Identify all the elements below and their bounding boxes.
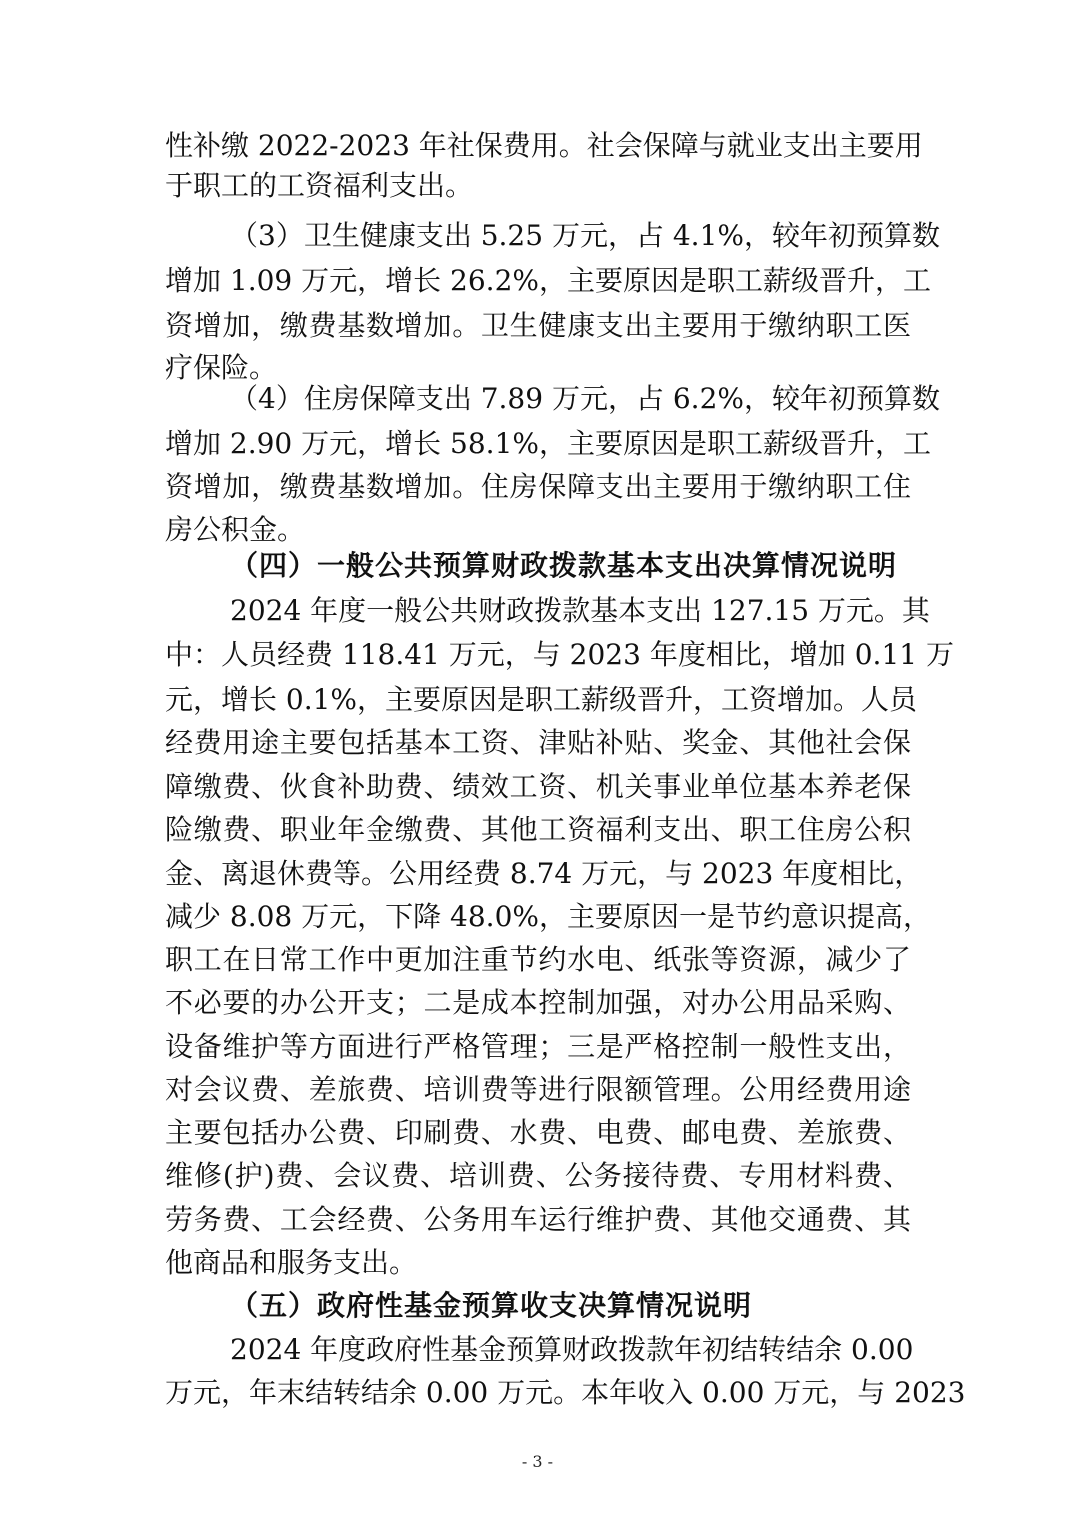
text-line: 2024 年度一般公共财政拨款基本支出 127.15 万元。其 [230, 594, 930, 627]
text-line: 险缴费、职业年金缴费、其他工资福利支出、职工住房公积 [165, 813, 911, 846]
text-line: 金、离退休费等。公用经费 8.74 万元，与 2023 年度相比， [165, 857, 923, 890]
text-line: 资增加，缴费基数增加。住房保障支出主要用于缴纳职工住 [165, 470, 911, 503]
text-line: 劳务费、工会经费、公务用车运行维护费、其他交通费、其 [165, 1203, 911, 1236]
text-line: 设备维护等方面进行严格管理；三是严格控制一般性支出， [165, 1030, 911, 1063]
text-line: 主要包括办公费、印刷费、水费、电费、邮电费、差旅费、 [165, 1116, 911, 1149]
text-line: 资增加，缴费基数增加。卫生健康支出主要用于缴纳职工医 [165, 309, 911, 342]
text-line: 对会议费、差旅费、培训费等进行限额管理。公用经费用途 [165, 1073, 911, 1106]
text-line: 疗保险。 [165, 351, 278, 384]
text-line: 2024 年度政府性基金预算财政拨款年初结转结余 0.00 [230, 1333, 914, 1366]
section-heading: （四）一般公共预算财政拨款基本支出决算情况说明 [230, 549, 898, 582]
text-line: （3）卫生健康支出 5.25 万元，占 4.1%，较年初预算数 [230, 219, 940, 252]
text-line: 经费用途主要包括基本工资、津贴补贴、奖金、其他社会保 [165, 726, 911, 759]
text-line: 房公积金。 [165, 513, 306, 546]
text-line: 性补缴 2022-2023 年社保费用。社会保障与就业支出主要用 [165, 129, 923, 162]
text-line: 中：人员经费 118.41 万元，与 2023 年度相比，增加 0.11 万 [165, 638, 954, 671]
text-line: 元，增长 0.1%，主要原因是职工薪级晋升，工资增加。人员 [165, 683, 918, 716]
text-line: 万元，年末结转结余 0.00 万元。本年收入 0.00 万元，与 2023 [165, 1376, 966, 1409]
section-heading: （五）政府性基金预算收支决算情况说明 [230, 1289, 753, 1322]
text-line: 增加 1.09 万元，增长 26.2%，主要原因是职工薪级晋升，工 [165, 264, 931, 297]
text-line: （4）住房保障支出 7.89 万元，占 6.2%，较年初预算数 [230, 382, 940, 415]
text-line: 减少 8.08 万元，下降 48.0%，主要原因一是节约意识提高， [165, 900, 931, 933]
text-line: 增加 2.90 万元，增长 58.1%，主要原因是职工薪级晋升，工 [165, 427, 931, 460]
page-number: - 3 - [521, 1452, 554, 1471]
text-line: 职工在日常工作中更加注重节约水电、纸张等资源，减少了 [165, 943, 911, 976]
text-line: 障缴费、伙食补助费、绩效工资、机关事业单位基本养老保 [165, 770, 911, 803]
text-line: 维修(护)费、会议费、培训费、公务接待费、专用材料费、 [165, 1159, 911, 1192]
text-line: 不必要的办公开支；二是成本控制加强，对办公用品采购、 [165, 986, 911, 1019]
text-line: 于职工的工资福利支出。 [165, 169, 474, 202]
text-line: 他商品和服务支出。 [165, 1246, 418, 1279]
